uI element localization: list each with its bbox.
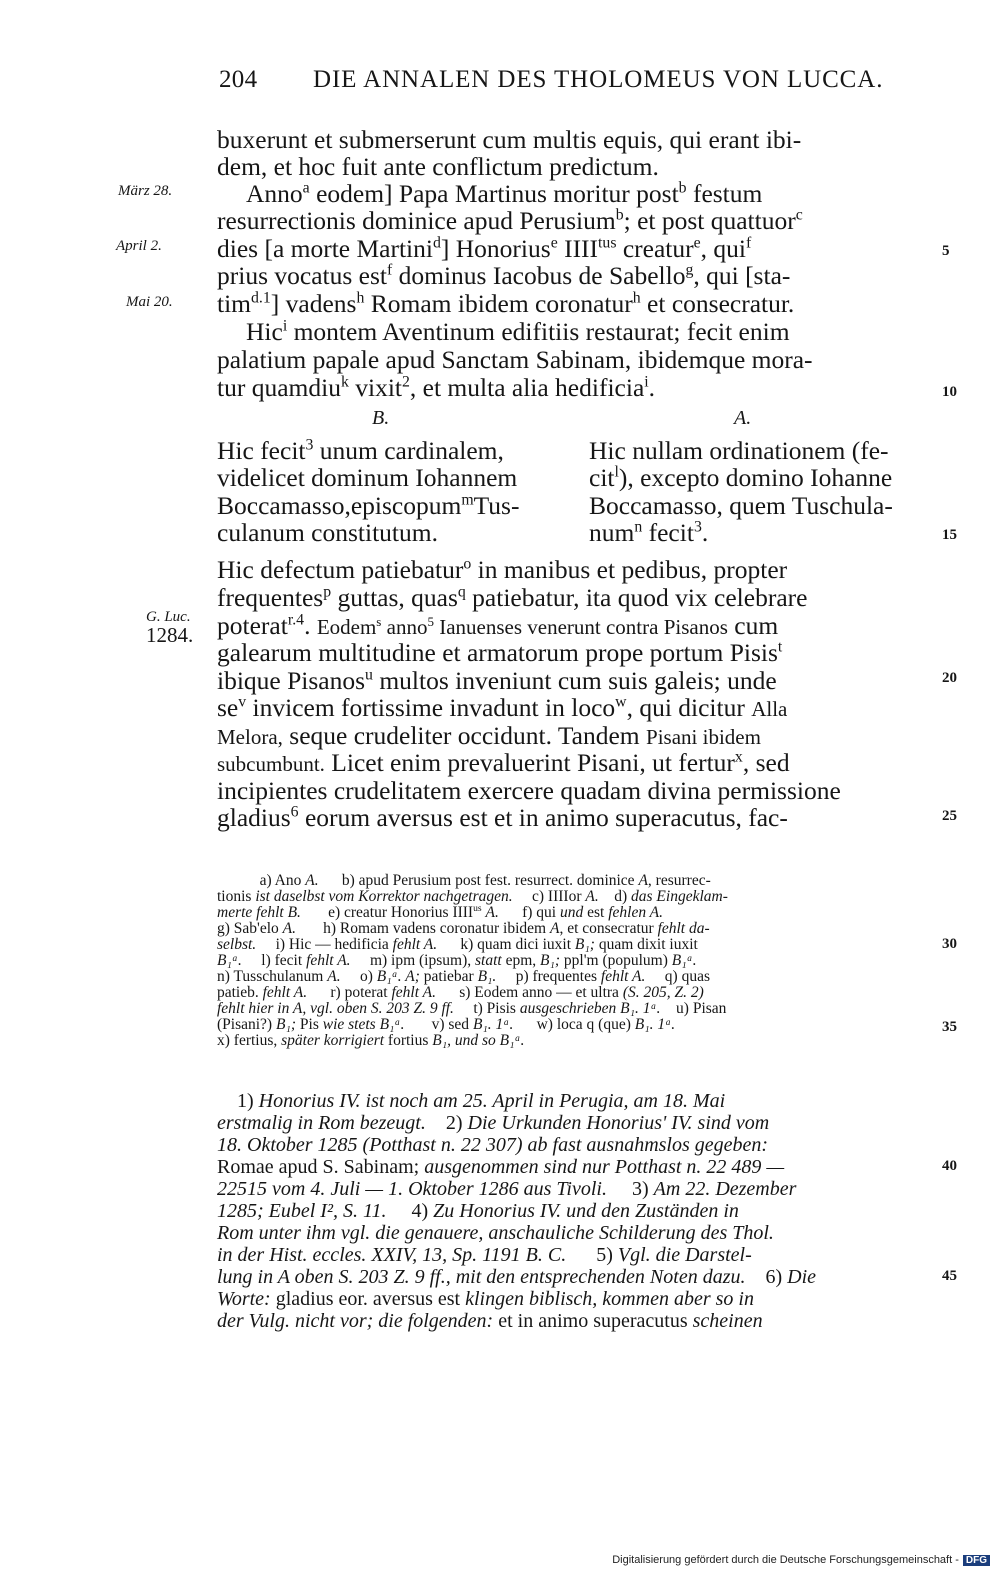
apparatus-line-6: B₁ᵃ. l) fecit fehlt A. m) ipm (ipsum), statt epm, B₁; ppl'm (populum) B₁ᵃ. (217, 952, 697, 969)
margin-date-maerz: März 28. (118, 183, 173, 199)
text-line-7: tim$^{d.1}$] vadens$^h$ Romam ibidem coronatur$^h$ et consecratur. (217, 289, 795, 318)
col-a-line-3: Boccamasso, quem Tuschula- (589, 491, 893, 520)
col-b-line-1: Hic fecit$^3$ unum cardinalem, (217, 436, 504, 465)
apparatus-line-3: merte fehlt B. e) creatur Honorius $IIII^{us}$ A. f) qui und est fehlen A. (217, 902, 664, 921)
text-line-24: incipientes crudelitatem exercere quadam divina permissione (217, 776, 841, 805)
text-line-21: $se^v$ invicem fortissime invadunt in loco$^w$, qui dicitur Alla (217, 693, 788, 722)
text-line-19: galearum multitudine et armatorum prope portum Pisis$^t$ (217, 638, 783, 667)
footnote-line-3: 18. Oktober 1285 (Potthast n. 22 307) ab fast ausnahmslos gegeben: (217, 1134, 769, 1156)
page-number: 204 (219, 66, 258, 93)
footer-text: Digitalisierung gefördert durch die Deutsche Forschungsgemeinschaft - (612, 1554, 959, 1566)
digitization-footer (612, 1554, 990, 1566)
col-a-line-2: cit$^l$), excepto domino Iohanne (589, 463, 893, 492)
dfg-logo: DFG (963, 1555, 990, 1566)
apparatus-line-7: n) Tusschulanum A. o) B₁ᵃ. A; patiebar B₁. p) frequentes fehlt A. q) quas (217, 968, 710, 985)
margin-year: 1284. (146, 623, 194, 647)
text-line-25: gladius$^6$ eorum aversus est et in animo superacutus, fac- (217, 803, 788, 832)
col-b-line-4: culanum constitutum. (217, 518, 438, 547)
col-b-line-2: videlicet dominum Iohannem (217, 463, 518, 492)
column-heading-b: B. (372, 407, 390, 429)
line-number-45: 45 (942, 1268, 957, 1284)
footnote-line-8: in der Hist. eccles. XXIV, 13, Sp. 1191 B. C. 5) Vgl. die Darstel- (217, 1244, 752, 1266)
text-line-22: Melora, seque crudeliter occidunt. Tandem Pisani ibidem (217, 721, 761, 750)
margin-date-april: April 2. (116, 238, 162, 254)
line-number-40: 40 (942, 1158, 957, 1174)
text-line-9: palatium papale apud Sanctam Sabinam, ibidemque mora- (217, 345, 813, 374)
footnote-line-1: 1) Honorius IV. ist noch am 25. April in Perugia, am 18. Mai (217, 1090, 726, 1112)
apparatus-line-2: tionis ist daselbst vom Korrektor nachgetragen. c) IIIIor A. d) das Eingeklam- (217, 888, 728, 905)
apparatus-line-1: a) Ano A. b) apud Perusium post fest. resurrect. dominice A, resurrec- (217, 872, 711, 889)
apparatus-line-11: x) fertius, später korrigiert fortius B₁, und so B₁ᵃ. (217, 1032, 525, 1049)
footnote-line-6: 1285; Eubel I², S. 11. 4) Zu Honorius IV. und den Zuständen in (217, 1200, 739, 1222)
footnote-line-4: Romae apud S. Sabinam; ausgenommen sind nur Potthast n. 22 489 — (217, 1156, 785, 1178)
text-line-8: Hic$^i$ montem Aventinum edifitiis restaurat; fecit enim (246, 317, 790, 346)
text-line-20: ibique Pisanos$^u$ multos inveniunt cum suis galeis; unde (217, 666, 777, 695)
text-line-18: poterat$^{r.4}$. Eodem$^s$ anno$^5$ Ianuenses venerunt contra Pisanos cum (217, 611, 779, 640)
text-line-10: tur quamdiu$^k$ vixit$^2$, et multa alia hedificia$^i$. (217, 373, 656, 402)
footnote-line-5: 22515 vom 4. Juli — 1. Oktober 1286 aus Tivoli. 3) Am 22. Dezember (217, 1178, 797, 1200)
apparatus-line-5: selbst. i) Hic — hedificia fehlt A. k) quam dici iuxit B₁; quam dixit iuxit (217, 936, 698, 953)
text-line-6: prius vocatus est$^f$ dominus Iacobus de Sabello$^g$, qui [sta- (217, 261, 791, 290)
footnote-line-11: der Vulg. nicht vor; die folgenden: et in animo superacutus scheinen (217, 1310, 763, 1332)
footnote-line-9: lung in A oben S. 203 Z. 9 ff., mit den entsprechenden Noten dazu. 6) Die (217, 1266, 817, 1288)
margin-source-gluc: G. Luc. (146, 609, 191, 625)
line-number-15: 15 (942, 527, 957, 543)
text-line-4: resurrectionis dominice apud Perusium$^b$; et post quattuor$^c$ (217, 206, 803, 235)
line-number-35: 35 (942, 1019, 957, 1035)
text-line-16: Hic defectum patiebatur$^o$ in manibus et pedibus, propter (217, 555, 788, 584)
line-number-5: 5 (942, 243, 950, 259)
col-a-line-4: num$^n$ fecit$^3$. (589, 518, 709, 547)
text-line-1: buxerunt et submerserunt cum multis equis, qui erant ibi- (217, 125, 802, 154)
col-b-line-3: Boccamasso,episcopum$^m$Tus- (217, 491, 520, 520)
apparatus-line-10: (Pisani?) B₁; Pis wie stets B₁ᵃ. v) sed B₁. 1ᵃ. w) loca q (que) B₁. 1ᵃ. (217, 1016, 676, 1033)
footnote-line-2: erstmalig in Rom bezeugt. 2) Die Urkunden Honorius' IV. sind vom (217, 1112, 770, 1134)
col-a-line-1: Hic nullam ordinationem (fe- (589, 436, 889, 465)
line-number-30: 30 (942, 936, 957, 952)
running-title: DIE ANNALEN DES THOLOMEUS VON LUCCA. (313, 66, 884, 93)
column-heading-a: A. (734, 407, 752, 429)
text-line-23: subcumbunt. Licet enim prevaluerint Pisani, ut fertur$^x$, sed (217, 748, 790, 777)
text-line-3: Anno$^a$ eodem] Papa Martinus moritur post$^b$ festum (246, 179, 763, 208)
line-number-20: 20 (942, 670, 957, 686)
apparatus-line-9: fehlt hier in A, vgl. oben S. 203 Z. 9 ff. t) Pisis ausgeschrieben B₁. 1ᵃ. u) Pisan (217, 1000, 727, 1017)
footnote-line-7: Rom unter ihm vgl. die genauere, anschauliche Schilderung des Thol. (217, 1222, 774, 1244)
line-number-10: 10 (942, 384, 957, 400)
text-line-2: dem, et hoc fuit ante conflictum predictum. (217, 152, 659, 181)
line-number-25: 25 (942, 808, 957, 824)
footnote-line-10: Worte: gladius eor. aversus est klingen biblisch, kommen aber so in (217, 1288, 754, 1310)
text-line-17: frequentes$^p$ guttas, quas$^q$ patiebatur, ita quod vix celebrare (217, 583, 808, 612)
apparatus-line-8: patieb. fehlt A. r) poterat fehlt A. s) Eodem anno — et ultra (S. 205, Z. 2) (217, 984, 704, 1001)
text-line-5: dies [a morte Martini$^d$] Honorius$^e$ $IIII^{tus}$ creatur$^e$, qui$^f$ (217, 234, 752, 263)
margin-date-mai: Mai 20. (126, 294, 173, 310)
apparatus-line-4: g) Sab'elo A. h) Romam vadens coronatur ibidem A, et consecratur fehlt da- (217, 920, 710, 937)
